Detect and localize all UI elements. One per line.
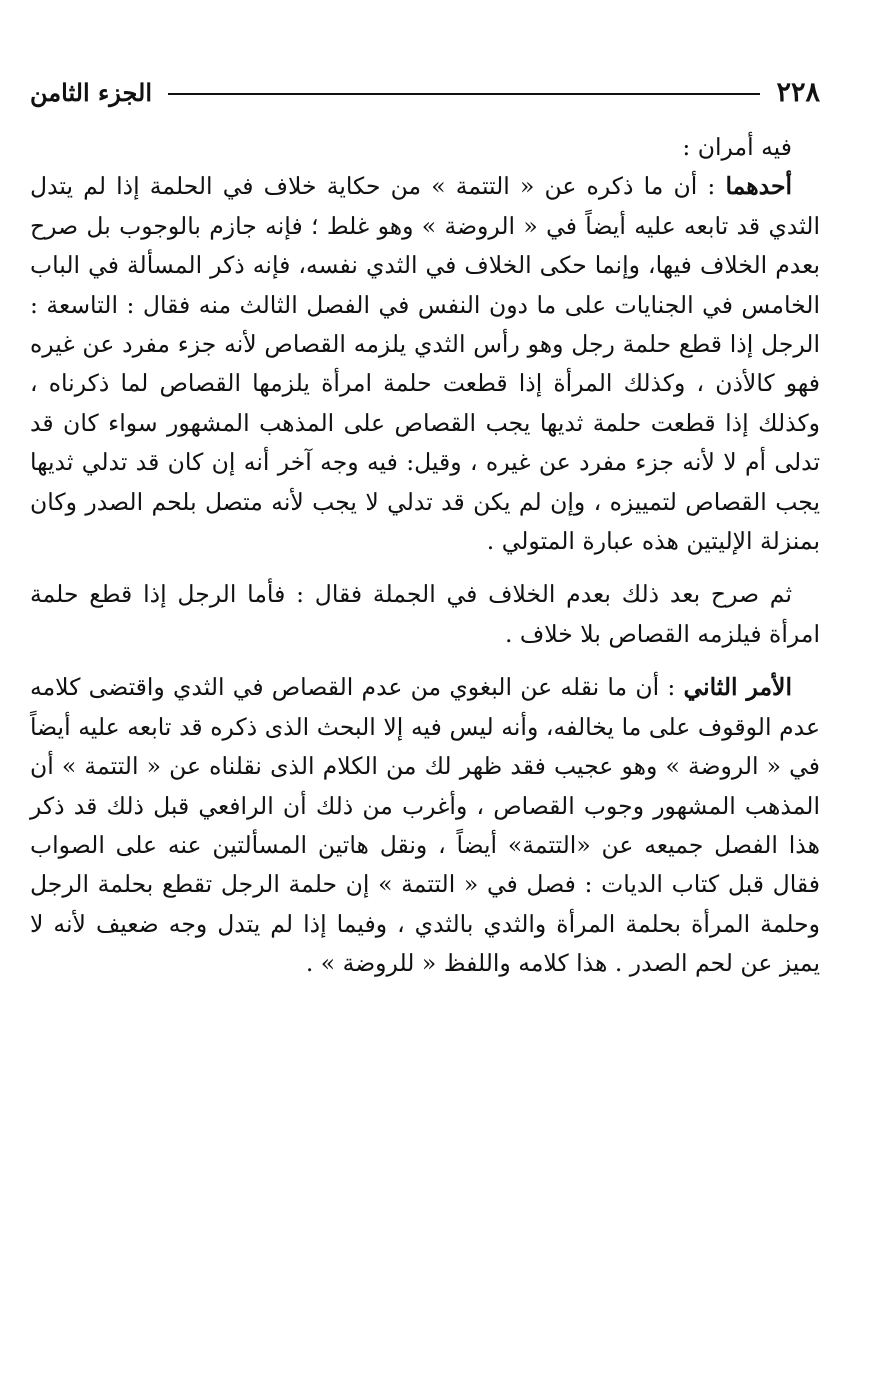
book-page bbox=[30, 70, 820, 984]
first-point-paragraph bbox=[30, 167, 820, 561]
second-point-lead: الأمر الثاني bbox=[683, 673, 792, 702]
first-point-text: : أن ما ذكره عن « التتمة » من حكاية خلاف في الحلمة إذا لم يتدل الثدي قد تابعه عليه أيضاً في « الروضة » وهو غلط ؛ فإنه جازم بالوجوب بل صرح بعدم الخلاف فيها، وإنما حكى الخلاف في الثدي نفسه، فإنه ذكر المسألة في الباب الخامس في الجنايات على ما دون النفس في الفصل الثالث منه فقال : التاسعة : الرجل إذا قطع حلمة رجل وهو رأس الثدي يلزمه القصاص لأنه جزء مفرد عن غيره فهو كالأذن ، وكذلك المرأة إذا قطعت حلمة امرأة يلزمها القصاص لما ذكرناه ، وكذلك إذا قطعت حلمة ثديها يجب القصاص على المذهب المشهور سواء كان قد تدلى أم لا لأنه جزء مفرد عن غيره ، وقيل: فيه وجه آخر أنه إن كان قد تدلي ثديها يجب القصاص لتمييزه ، وإن لم يكن قد تدلي لا يجب لأنه متصل بلحم الصدر وكان بمنزلة الإليتين هذه عبارة المتولي . bbox=[30, 172, 820, 556]
followup-paragraph bbox=[30, 575, 820, 654]
intro-paragraph bbox=[30, 128, 820, 167]
second-point-text: : أن ما نقله عن البغوي من عدم القصاص في الثدي واقتضى كلامه عدم الوقوف على ما يخالفه، وأنه ليس فيه إلا البحث الذى ذكره قد تابعه عليه أيضاً في « الروضة » وهو عجيب فقد ظهر لك من الكلام الذى نقلناه عن « التتمة » أن المذهب المشهور وجوب القصاص ، وأغرب من ذلك أن الرافعي قبل ذلك قد ذكر هذا الفصل جميعه عن «التتمة» أيضاً ، ونقل هاتين المسألتين عنه على الصواب فقال قبل كتاب الديات : فصل في « التتمة » إن حلمة الرجل تقطع بحلمة الرجل وحلمة المرأة بحلمة المرأة والثدي بالثدي ، وفيما إذا لم يتدل وجه ضعيف لأنه لا يميز عن لحم الصدر . هذا كلامه واللفظ « للروضة » . bbox=[30, 673, 820, 978]
page-header bbox=[30, 70, 820, 114]
running-title: الجزء الثامن bbox=[30, 77, 153, 107]
second-point-paragraph bbox=[30, 668, 820, 983]
followup-text: ثم صرح بعد ذلك بعدم الخلاف في الجملة فقال : فأما الرجل إذا قطع حلمة امرأة فيلزمه القصاص بلا خلاف . bbox=[30, 580, 820, 648]
intro-text: فيه أمران : bbox=[682, 133, 792, 161]
page-body bbox=[30, 128, 820, 984]
header-rule bbox=[168, 93, 760, 95]
first-point-lead: أحدهما bbox=[725, 172, 792, 201]
page-number: ٢٢٨ bbox=[776, 76, 820, 108]
